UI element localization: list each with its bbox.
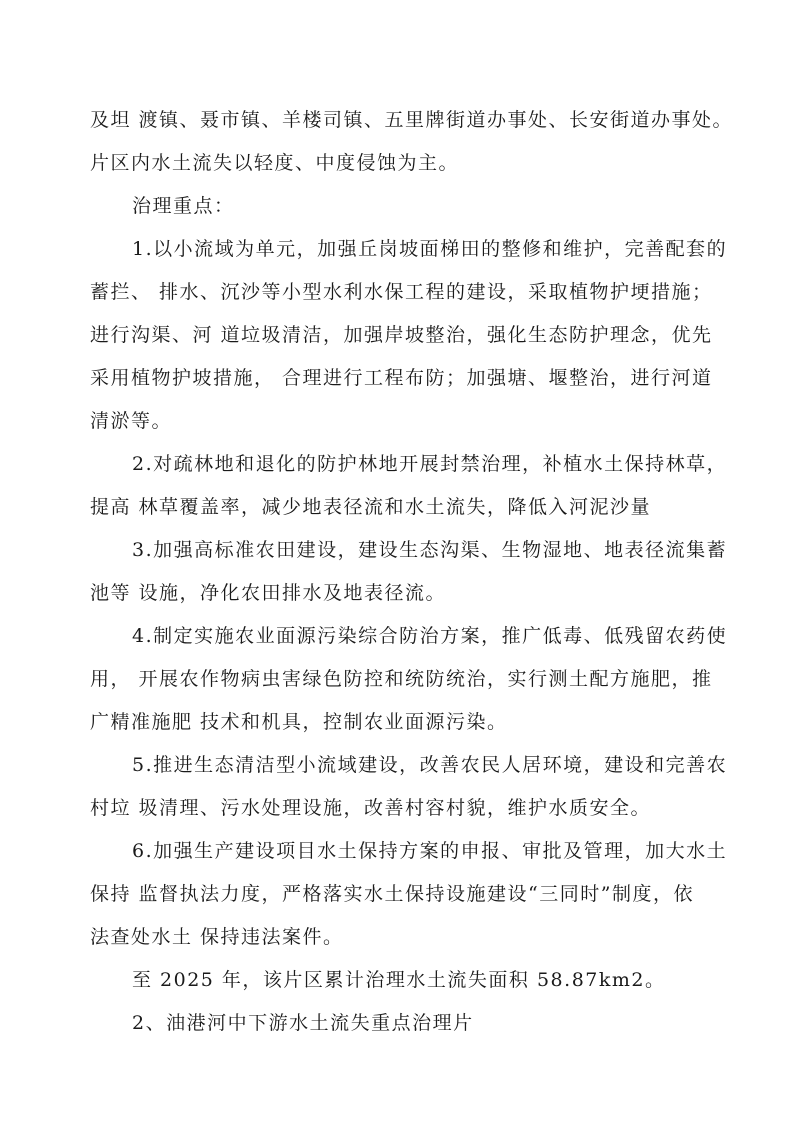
text-line-1: 及坦 渡镇、聂市镇、羊楼司镇、五里牌街道办事处、长安街道办事处。 [90,109,734,131]
text-line-8: 清淤等。 [90,410,173,432]
text-line-9: 2.对疏林地和退化的防护林地开展封禁治理，补植水土保持林草， [132,453,728,475]
text-line-13: 4.制定实施农业面源污染综合防治方案，推广低毒、低残留农药使 [132,625,728,647]
text-line-7: 采用植物护坡措施， 合理进行工程布防；加强塘、堰整治，进行河道 [90,367,713,389]
text-line-17: 村垃 圾清理、污水处理设施，改善村容村貌，维护水质安全。 [90,797,652,819]
text-line-19: 保持 监督执法力度，严格落实水土保持设施建设“三同时”制度，依 [90,883,694,905]
text-line-5: 蓄拦、 排水、沉沙等小型水利水保工程的建设，采取植物护埂措施； [90,281,713,303]
text-line-21: 至 2025 年，该片区累计治理水土流失面积 58.87km2。 [132,969,666,991]
text-line-15: 广精准施肥 技术和机具，控制农业面源污染。 [90,711,508,733]
text-line-16: 5.推进生态清洁型小流域建设，改善农民人居环境，建设和完善农 [132,754,728,776]
text-line-14: 用， 开展农作物病虫害绿色防控和统防统治，实行测土配方施肥，推 [90,668,713,690]
text-line-18: 6.加强生产建设项目水土保持方案的申报、审批及管理，加大水土 [132,840,728,862]
text-line-12: 池等 设施，净化农田排水及地表径流。 [90,582,447,604]
text-line-11: 3.加强高标准农田建设，建设生态沟渠、生物湿地、地表径流集蓄 [132,539,728,561]
text-line-20: 法查处水土 保持违法案件。 [90,926,344,948]
text-line-10: 提高 林草覆盖率，减少地表径流和水土流失，降低入河泥沙量 [90,496,652,518]
section-heading-2: 2、油港河中下游水土流失重点治理片 [132,1012,474,1034]
text-line-6: 进行沟渠、河 道垃圾清洁，加强岸坡整治，强化生态防护理念，优先 [90,324,713,346]
text-line-4: 1.以小流域为单元，加强丘岗坡面梯田的整修和维护，完善配套的 [132,238,728,260]
text-line-2: 片区内水土流失以轻度、中度侵蚀为主。 [90,152,460,174]
section-heading-treatment-focus: 治理重点： [132,195,235,217]
